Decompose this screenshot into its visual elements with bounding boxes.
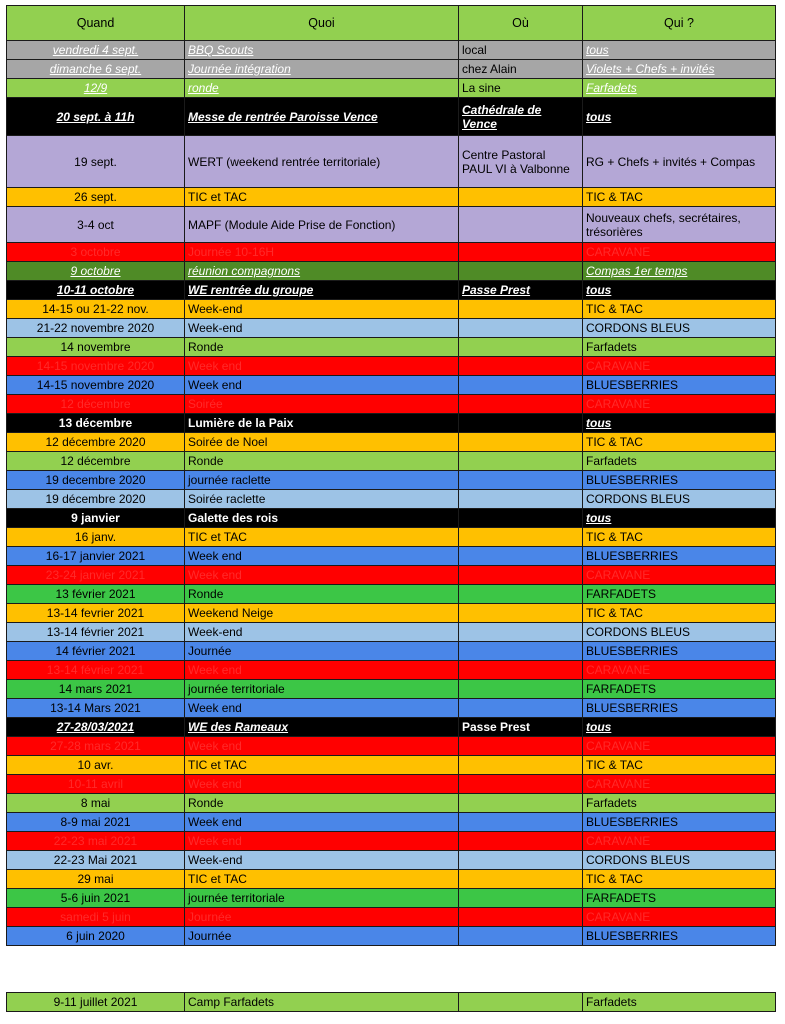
table-row [7,79,776,98]
cell-quoi: Journée [185,927,459,946]
cell-qui: BLUESBERRIES [583,813,776,832]
table-row [7,927,776,946]
cell-quand: vendredi 4 sept. [7,41,185,60]
table-row [7,851,776,870]
cell-qui: TIC & TAC [583,188,776,207]
cell-ou [459,699,583,718]
cell-qui: TIC & TAC [583,870,776,889]
cell-quoi: Journée [185,908,459,927]
cell-quoi: TIC et TAC [185,528,459,547]
table-row [7,319,776,338]
cell-quoi: Ronde [185,585,459,604]
table-row [7,433,776,452]
cell-quand: 22-23 mai 2021 [7,832,185,851]
cell-quand: 10-11 octobre [7,281,185,300]
table-row [7,357,776,376]
cell-ou [459,262,583,281]
cell-qui: BLUESBERRIES [583,927,776,946]
cell-ou [459,509,583,528]
table-row [7,737,776,756]
cell-quoi: journée territoriale [185,889,459,908]
cell-qui: CARAVANE [583,832,776,851]
cell-ou [459,813,583,832]
summer-events-body [7,993,776,1012]
cell-quand: 10-11 avril [7,775,185,794]
table-row [7,699,776,718]
cell-ou [459,775,583,794]
cell-ou: local [459,41,583,60]
cell-qui: Nouveaux chefs, secrétaires, trésorières [583,207,776,243]
cell-qui: CARAVANE [583,908,776,927]
cell-ou [459,566,583,585]
cell-quoi: BBQ Scouts [185,41,459,60]
table-row [7,207,776,243]
table-row [7,718,776,737]
cell-ou: La sine [459,79,583,98]
cell-ou: Passe Prest [459,718,583,737]
cell-quand: 14-15 novembre 2020 [7,357,185,376]
cell-qui: RG + Chefs + invités + Compas [583,136,776,188]
table-row [7,452,776,471]
cell-qui: FARFADETS [583,585,776,604]
table-row [7,993,776,1012]
cell-qui: CARAVANE [583,357,776,376]
cell-ou [459,414,583,433]
table-row [7,908,776,927]
cell-quoi: Week end [185,376,459,395]
cell-quand: 13 février 2021 [7,585,185,604]
table-row [7,813,776,832]
cell-quand: 12/9 [7,79,185,98]
table-row [7,376,776,395]
cell-qui: FARFADETS [583,680,776,699]
cell-quoi: Weekend Neige [185,604,459,623]
cell-quoi: Ronde [185,794,459,813]
table-row [7,547,776,566]
cell-quoi: Week end [185,699,459,718]
cell-quand: 5-6 juin 2021 [7,889,185,908]
cell-quand: 8 mai [7,794,185,813]
cell-ou: Centre Pastoral PAUL VI à Valbonne [459,136,583,188]
table-row [7,775,776,794]
cell-ou: Passe Prest [459,281,583,300]
cell-quoi: TIC et TAC [185,188,459,207]
table-row [7,870,776,889]
table-row [7,661,776,680]
cell-quand: 14 février 2021 [7,642,185,661]
cell-ou [459,604,583,623]
cell-ou [459,851,583,870]
cell-quoi: Week end [185,357,459,376]
cell-quoi: Week end [185,832,459,851]
cell-quand: 14-15 novembre 2020 [7,376,185,395]
cell-ou [459,642,583,661]
cell-qui: CARAVANE [583,395,776,414]
cell-qui: TIC & TAC [583,756,776,775]
cell-quand: 12 décembre 2020 [7,433,185,452]
header-quoi: Quoi [185,6,459,41]
table-row [7,794,776,813]
cell-ou [459,490,583,509]
table-row [7,300,776,319]
cell-qui: CARAVANE [583,737,776,756]
cell-quoi: Week end [185,661,459,680]
cell-quoi: WERT (weekend rentrée territoriale) [185,136,459,188]
cell-ou [459,452,583,471]
cell-quand: 27-28 mars 2021 [7,737,185,756]
table-row [7,41,776,60]
cell-qui: TIC & TAC [583,604,776,623]
cell-ou [459,300,583,319]
cell-quoi: Ronde [185,452,459,471]
header-quand: Quand [7,6,185,41]
cell-quand: 19 décembre 2020 [7,490,185,509]
cell-quand: 12 décembre [7,452,185,471]
cell-quand: 23-24 janvier 2021 [7,566,185,585]
cell-ou [459,870,583,889]
table-row [7,756,776,775]
cell-quoi: Soirée de Noel [185,433,459,452]
cell-quoi: Week end [185,775,459,794]
table-row [7,262,776,281]
cell-quand: 19 sept. [7,136,185,188]
cell-ou [459,737,583,756]
cell-quoi: Week-end [185,851,459,870]
cell-qui: Farfadets [583,794,776,813]
cell-quand: dimanche 6 sept. [7,60,185,79]
header-row [7,6,776,41]
cell-qui: TIC & TAC [583,528,776,547]
events-table [6,5,776,946]
cell-ou [459,395,583,414]
cell-quoi: Journée intégration [185,60,459,79]
table-row [7,136,776,188]
cell-quand: 9-11 juillet 2021 [7,993,185,1012]
cell-quand: 16-17 janvier 2021 [7,547,185,566]
cell-ou [459,188,583,207]
cell-quand: 26 sept. [7,188,185,207]
cell-quoi: Camp Farfadets [185,993,459,1012]
cell-ou [459,889,583,908]
cell-qui: BLUESBERRIES [583,699,776,718]
cell-qui: BLUESBERRIES [583,547,776,566]
cell-qui: Farfadets [583,452,776,471]
cell-ou [459,528,583,547]
cell-quand: 12 décembre [7,395,185,414]
cell-ou [459,338,583,357]
table-row [7,832,776,851]
cell-quoi: Soirée raclette [185,490,459,509]
cell-qui: TIC & TAC [583,433,776,452]
cell-quand: 3-4 oct [7,207,185,243]
cell-qui: Violets + Chefs + invités [583,60,776,79]
table-row [7,243,776,262]
cell-quand: 21-22 novembre 2020 [7,319,185,338]
cell-qui: tous [583,281,776,300]
table-row [7,281,776,300]
cell-ou: Cathédrale de Vence [459,98,583,136]
cell-qui: CARAVANE [583,661,776,680]
cell-qui: CARAVANE [583,566,776,585]
cell-quoi: Week end [185,737,459,756]
cell-qui: BLUESBERRIES [583,471,776,490]
cell-qui: Farfadets [583,993,776,1012]
cell-ou [459,207,583,243]
table-row [7,566,776,585]
cell-quand: 10 avr. [7,756,185,775]
cell-ou [459,585,583,604]
cell-quand: 3 octobre [7,243,185,262]
cell-qui: CORDONS BLEUS [583,851,776,870]
cell-quand: 13-14 Mars 2021 [7,699,185,718]
cell-quoi: WE rentrée du groupe [185,281,459,300]
cell-quoi: Week end [185,813,459,832]
cell-quand: 22-23 Mai 2021 [7,851,185,870]
cell-quoi: Week-end [185,300,459,319]
cell-quoi: Galette des rois [185,509,459,528]
cell-qui: Farfadets [583,338,776,357]
cell-quoi: Messe de rentrée Paroisse Vence [185,98,459,136]
cell-quand: 14-15 ou 21-22 nov. [7,300,185,319]
cell-quoi: WE des Rameaux [185,718,459,737]
table-row [7,490,776,509]
table-row [7,642,776,661]
cell-qui: BLUESBERRIES [583,642,776,661]
cell-qui: tous [583,718,776,737]
header-qui: Qui ? [583,6,776,41]
cell-quand: 13 décembre [7,414,185,433]
table-row [7,414,776,433]
cell-qui: tous [583,414,776,433]
cell-quand: 19 decembre 2020 [7,471,185,490]
cell-quoi: Journée 10-16H [185,243,459,262]
cell-qui: tous [583,509,776,528]
cell-quoi: TIC et TAC [185,870,459,889]
cell-qui: tous [583,41,776,60]
cell-quoi: Week end [185,547,459,566]
cell-quand: 29 mai [7,870,185,889]
cell-ou [459,794,583,813]
cell-quoi: réunion compagnons [185,262,459,281]
cell-ou [459,319,583,338]
table-row [7,188,776,207]
cell-quand: 9 octobre [7,262,185,281]
table-row [7,680,776,699]
cell-ou [459,832,583,851]
cell-ou [459,357,583,376]
table-row [7,604,776,623]
cell-qui: Farfadets [583,79,776,98]
events-body [7,41,776,946]
table-row [7,338,776,357]
table-row [7,889,776,908]
cell-ou: chez Alain [459,60,583,79]
cell-quoi: Week end [185,566,459,585]
cell-quoi: Week-end [185,319,459,338]
table-row [7,98,776,136]
table-row [7,395,776,414]
cell-ou [459,433,583,452]
cell-quoi: MAPF (Module Aide Prise de Fonction) [185,207,459,243]
cell-ou [459,471,583,490]
cell-ou [459,623,583,642]
cell-quand: 27-28/03/2021 [7,718,185,737]
cell-quand: 9 janvier [7,509,185,528]
cell-ou [459,993,583,1012]
cell-quand: 13-14 février 2021 [7,623,185,642]
cell-quoi: Ronde [185,338,459,357]
cell-quoi: Soirée [185,395,459,414]
cell-qui: FARFADETS [583,889,776,908]
cell-ou [459,547,583,566]
table-row [7,471,776,490]
table-row [7,509,776,528]
cell-quand: 16 janv. [7,528,185,547]
cell-ou [459,376,583,395]
cell-quoi: journée territoriale [185,680,459,699]
cell-quand: 6 juin 2020 [7,927,185,946]
cell-quand: 13-14 fevrier 2021 [7,604,185,623]
cell-qui: CORDONS BLEUS [583,490,776,509]
cell-qui: tous [583,98,776,136]
cell-quoi: Week-end [185,623,459,642]
cell-ou [459,756,583,775]
cell-quand: samedi 5 juin [7,908,185,927]
cell-quand: 8-9 mai 2021 [7,813,185,832]
cell-qui: CORDONS BLEUS [583,319,776,338]
header-ou: Où [459,6,583,41]
cell-quand: 20 sept. à 11h [7,98,185,136]
cell-quoi: Journée [185,642,459,661]
table-row [7,528,776,547]
cell-qui: CARAVANE [583,775,776,794]
table-row [7,585,776,604]
cell-quoi: TIC et TAC [185,756,459,775]
cell-qui: CARAVANE [583,243,776,262]
cell-quoi: journée raclette [185,471,459,490]
cell-qui: CORDONS BLEUS [583,623,776,642]
cell-ou [459,680,583,699]
cell-qui: TIC & TAC [583,300,776,319]
table-row [7,623,776,642]
cell-qui: BLUESBERRIES [583,376,776,395]
table-row [7,60,776,79]
summer-events-table [6,992,776,1012]
cell-ou [459,908,583,927]
cell-quand: 13-14 février 2021 [7,661,185,680]
cell-ou [459,661,583,680]
cell-qui: Compas 1er temps [583,262,776,281]
cell-quoi: Lumière de la Paix [185,414,459,433]
cell-quand: 14 novembre [7,338,185,357]
cell-quand: 14 mars 2021 [7,680,185,699]
cell-ou [459,927,583,946]
cell-ou [459,243,583,262]
cell-quoi: ronde [185,79,459,98]
